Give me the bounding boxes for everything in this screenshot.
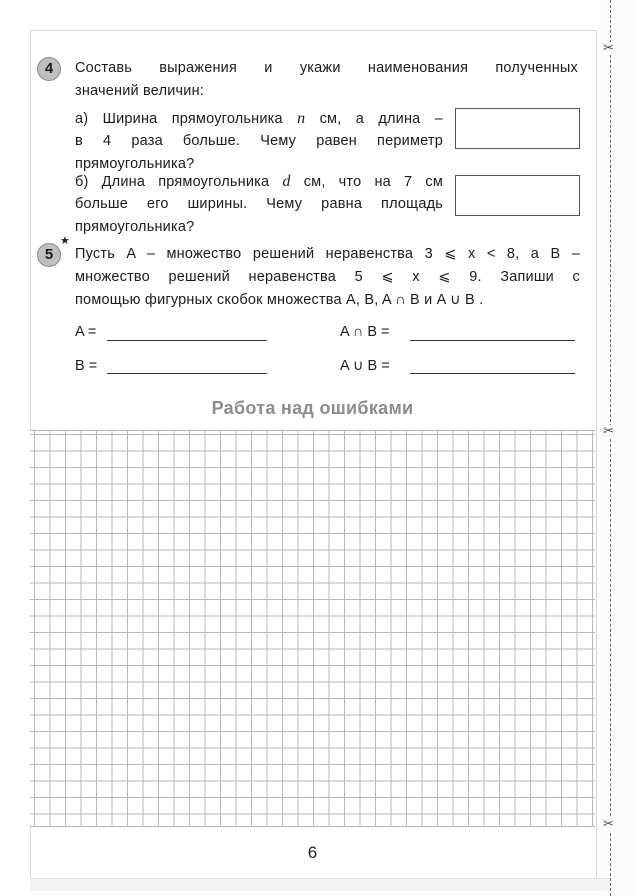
- set-a-answer-line[interactable]: [107, 340, 267, 341]
- task4a-answer-box[interactable]: [455, 108, 580, 149]
- task4a-line2: в 4 раза больше. Чему равен периметр: [75, 133, 443, 149]
- page-right-margin: [600, 0, 638, 896]
- set-intersection-label: A ∩ B =: [340, 324, 390, 340]
- scissors-icon: ✂: [603, 41, 614, 56]
- task4b-line1: б) Длина прямоугольника d см, что на 7 см: [75, 173, 444, 190]
- set-intersection-answer-line[interactable]: [410, 340, 575, 341]
- set-b-answer-line[interactable]: [107, 373, 267, 374]
- task4-title-cont: значений величин:: [75, 83, 205, 99]
- set-union-answer-line[interactable]: [410, 373, 575, 374]
- scissors-icon: ✂: [603, 817, 614, 832]
- task4b-line2: больше его ширины. Чему равна площадь: [75, 196, 443, 212]
- task-number-badge: 4: [37, 57, 61, 81]
- set-b-label: B =: [75, 358, 98, 374]
- task4-title: Составь выражения и укажи наименования полученных: [75, 60, 578, 76]
- set-a-label: A =: [75, 324, 97, 340]
- task5-line1: Пусть A – множество решений неравенства 3 ⩽ x < 8, а B –: [75, 246, 580, 262]
- task4a-line1: а) Ширина прямоугольника n см, а длина –: [75, 110, 443, 127]
- cut-line: [610, 0, 611, 896]
- page-bottom-edge: [30, 878, 610, 891]
- star-icon: ★: [60, 234, 70, 247]
- task-number-badge: 5: [37, 243, 61, 267]
- grid-writing-area[interactable]: [30, 430, 595, 827]
- scissors-icon: ✂: [603, 424, 614, 439]
- page-number: 6: [307, 843, 318, 862]
- set-union-label: A ∪ B =: [340, 358, 390, 374]
- task5-line3: помощью фигурных скобок множества A, B, A ∩ B и A ∪ B .: [75, 292, 484, 308]
- task4b-line3: прямоугольника?: [75, 219, 195, 235]
- task4a-line3: прямоугольника?: [75, 156, 195, 172]
- section-title: Работа над ошибками: [211, 398, 414, 418]
- task4b-answer-box[interactable]: [455, 175, 580, 216]
- task5-line2: множество решений неравенства 5 ⩽ x ⩽ 9. Запиши с: [75, 269, 580, 285]
